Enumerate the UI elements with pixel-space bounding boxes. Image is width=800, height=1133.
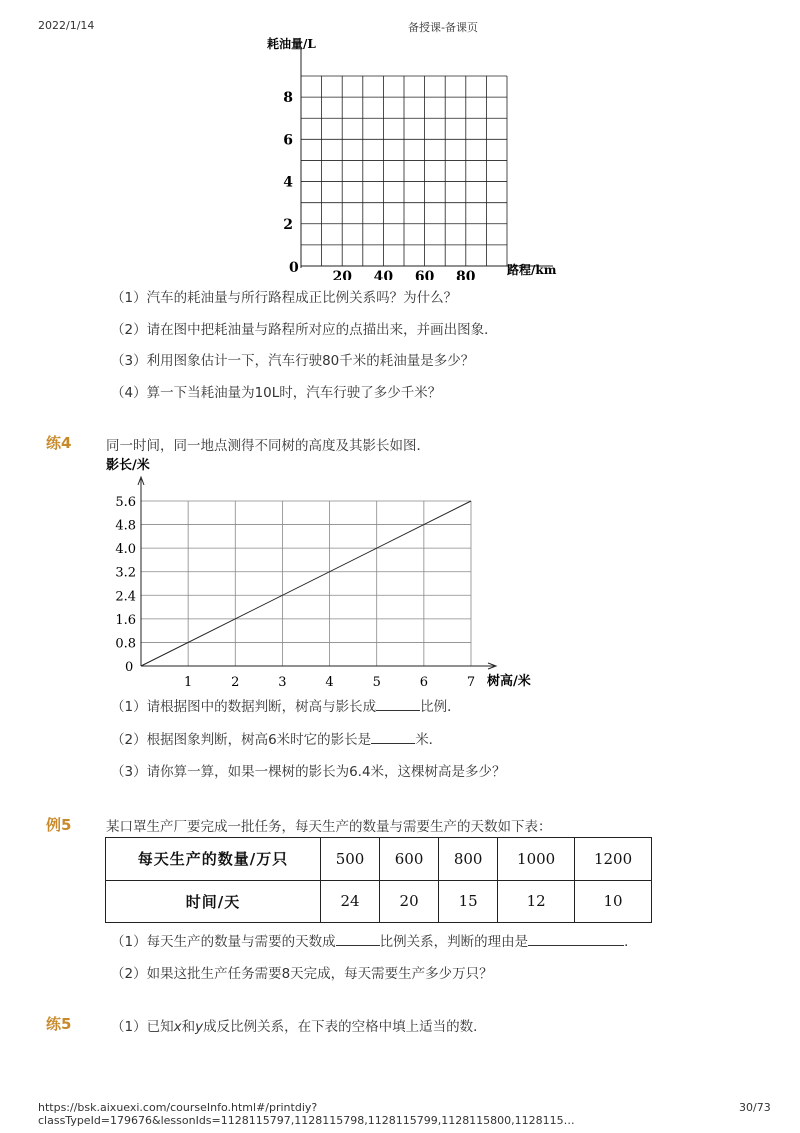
x-tick-label: 2	[231, 675, 240, 690]
shadow-chart	[100, 453, 550, 693]
practice5-q1-p1: （1）已知	[111, 1019, 174, 1035]
y-tick-label: 1.6	[115, 612, 136, 628]
x-tick-label: 20	[332, 269, 352, 280]
x-tick-label: 4	[325, 675, 334, 690]
y-tick-label: 4.0	[115, 542, 136, 558]
y-tick-label: 2	[283, 216, 293, 233]
table-header-quantity: 每天生产的数量/万只	[106, 838, 321, 881]
practice5-q1-p3: 成反比例关系，在下表的空格中填上适当的数．	[203, 1019, 487, 1035]
var-y: y	[195, 1019, 204, 1035]
answer-blank[interactable]	[528, 933, 624, 946]
y-tick-label: 8	[283, 90, 293, 107]
table-cell: 800	[439, 838, 498, 881]
fuel-question-3: （3）利用图象估计一下，汽车行驶80千米的耗油量是多少？	[111, 353, 475, 369]
x-tick-label: 7	[466, 675, 476, 690]
practice4-question-2	[111, 728, 442, 748]
fuel-chart-xticks	[332, 269, 475, 280]
print-date: 2022/1/14	[38, 19, 95, 32]
answer-blank[interactable]	[371, 731, 415, 744]
fuel-chart-ylabel: 耗油量/L	[267, 37, 316, 51]
practice4-q1-text: （1）请根据图中的数据判断，树高与影长成	[111, 699, 377, 715]
fuel-question-2: （2）请在图中把耗油量与路程所对应的点描出来，并画出图象．	[111, 322, 498, 338]
fuel-chart	[255, 28, 575, 280]
practice4-label: 练4	[46, 434, 72, 452]
x-tick-label: 1	[184, 675, 193, 690]
table-cell: 500	[321, 838, 380, 881]
practice5-question-1	[111, 1015, 487, 1035]
example5-q1-middle: 比例关系，判断的理由是	[379, 934, 529, 950]
shadow-chart-series	[141, 501, 471, 666]
table-cell: 20	[380, 880, 439, 923]
practice4-question-1	[111, 695, 461, 715]
answer-blank[interactable]	[336, 933, 380, 946]
table-cell: 1000	[498, 838, 575, 881]
x-tick-label: 5	[372, 675, 381, 690]
example5-q1-text: （1）每天生产的数量与需要的天数成	[111, 934, 336, 950]
practice4-q2-text: （2）根据图象判断，树高6米时它的影长是	[111, 732, 372, 748]
example5-stem: 某口罩生产厂要完成一批任务，每天生产的数量与需要生产的天数如下表：	[106, 819, 552, 835]
y-tick-label: 4.8	[115, 518, 136, 534]
y-tick-label: 3.2	[115, 565, 136, 581]
print-title: 备授课-备课页	[408, 21, 478, 34]
practice5-q1-p2: 和	[181, 1019, 196, 1035]
shadow-chart-xlabel: 树高/米	[487, 674, 531, 689]
table-cell: 24	[321, 880, 380, 923]
table-cell: 12	[498, 880, 575, 923]
series-line	[141, 501, 471, 666]
example5-q1-tail: ．	[624, 934, 638, 950]
shadow-chart-ylabel: 影长/米	[106, 458, 150, 473]
production-table	[105, 837, 652, 923]
table-cell: 10	[575, 880, 652, 923]
example5-label: 例5	[46, 816, 72, 834]
fuel-chart-axes	[301, 48, 553, 268]
x-tick-label: 40	[373, 269, 394, 280]
shadow-chart-origin: 0	[125, 660, 134, 675]
shadow-chart-yticks	[115, 495, 136, 651]
table-cell: 15	[439, 880, 498, 923]
fuel-chart-grid	[301, 76, 507, 266]
x-tick-label: 60	[414, 269, 435, 280]
answer-blank[interactable]	[376, 698, 420, 711]
var-x: x	[173, 1019, 182, 1035]
practice4-question-3: （3）请你算一算，如果一棵树的影长为6.4米，这棵树高是多少？	[111, 764, 506, 780]
y-tick-label: 4	[283, 174, 293, 191]
table-header-days: 时间/天	[106, 880, 321, 923]
table-row	[106, 838, 652, 881]
practice4-q2-tail: 米．	[415, 732, 443, 748]
practice4-q1-tail: 比例．	[420, 699, 461, 715]
fuel-question-4: （4）算一下当耗油量为10L时，汽车行驶了多少千米？	[111, 385, 442, 401]
table-cell: 1200	[575, 838, 652, 881]
shadow-chart-xticks	[184, 675, 475, 690]
fuel-chart-yticks	[283, 90, 293, 233]
y-tick-label: 0.8	[115, 636, 136, 652]
table-row	[106, 880, 652, 923]
fuel-question-1: （1）汽车的耗油量与所行路程成正比例关系吗？为什么？	[111, 290, 458, 306]
example5-question-1	[111, 930, 638, 950]
fuel-chart-origin: 0	[289, 260, 299, 276]
y-tick-label: 6	[283, 132, 293, 149]
x-tick-label: 6	[419, 675, 428, 690]
table-cell: 600	[380, 838, 439, 881]
x-tick-label: 80	[456, 269, 476, 280]
practice5-label: 练5	[46, 1015, 72, 1033]
example5-question-2: （2）如果这批生产任务需要8天完成，每天需要生产多少万只？	[111, 966, 493, 982]
y-tick-label: 2.4	[115, 589, 136, 605]
x-tick-label: 3	[278, 675, 287, 690]
fuel-chart-xlabel: 路程/km	[507, 263, 557, 277]
footer-url: https://bsk.aixuexi.com/courseInfo.html#/printdiy?classTypeId=179676&lessonIds=1128115797,1128115798,1128115799,1128115800,1128115…	[38, 1101, 575, 1127]
footer-page: 30/73	[739, 1101, 771, 1114]
practice4-stem: 同一时间，同一地点测得不同树的高度及其影长如图．	[106, 438, 430, 454]
y-tick-label: 5.6	[115, 495, 136, 510]
